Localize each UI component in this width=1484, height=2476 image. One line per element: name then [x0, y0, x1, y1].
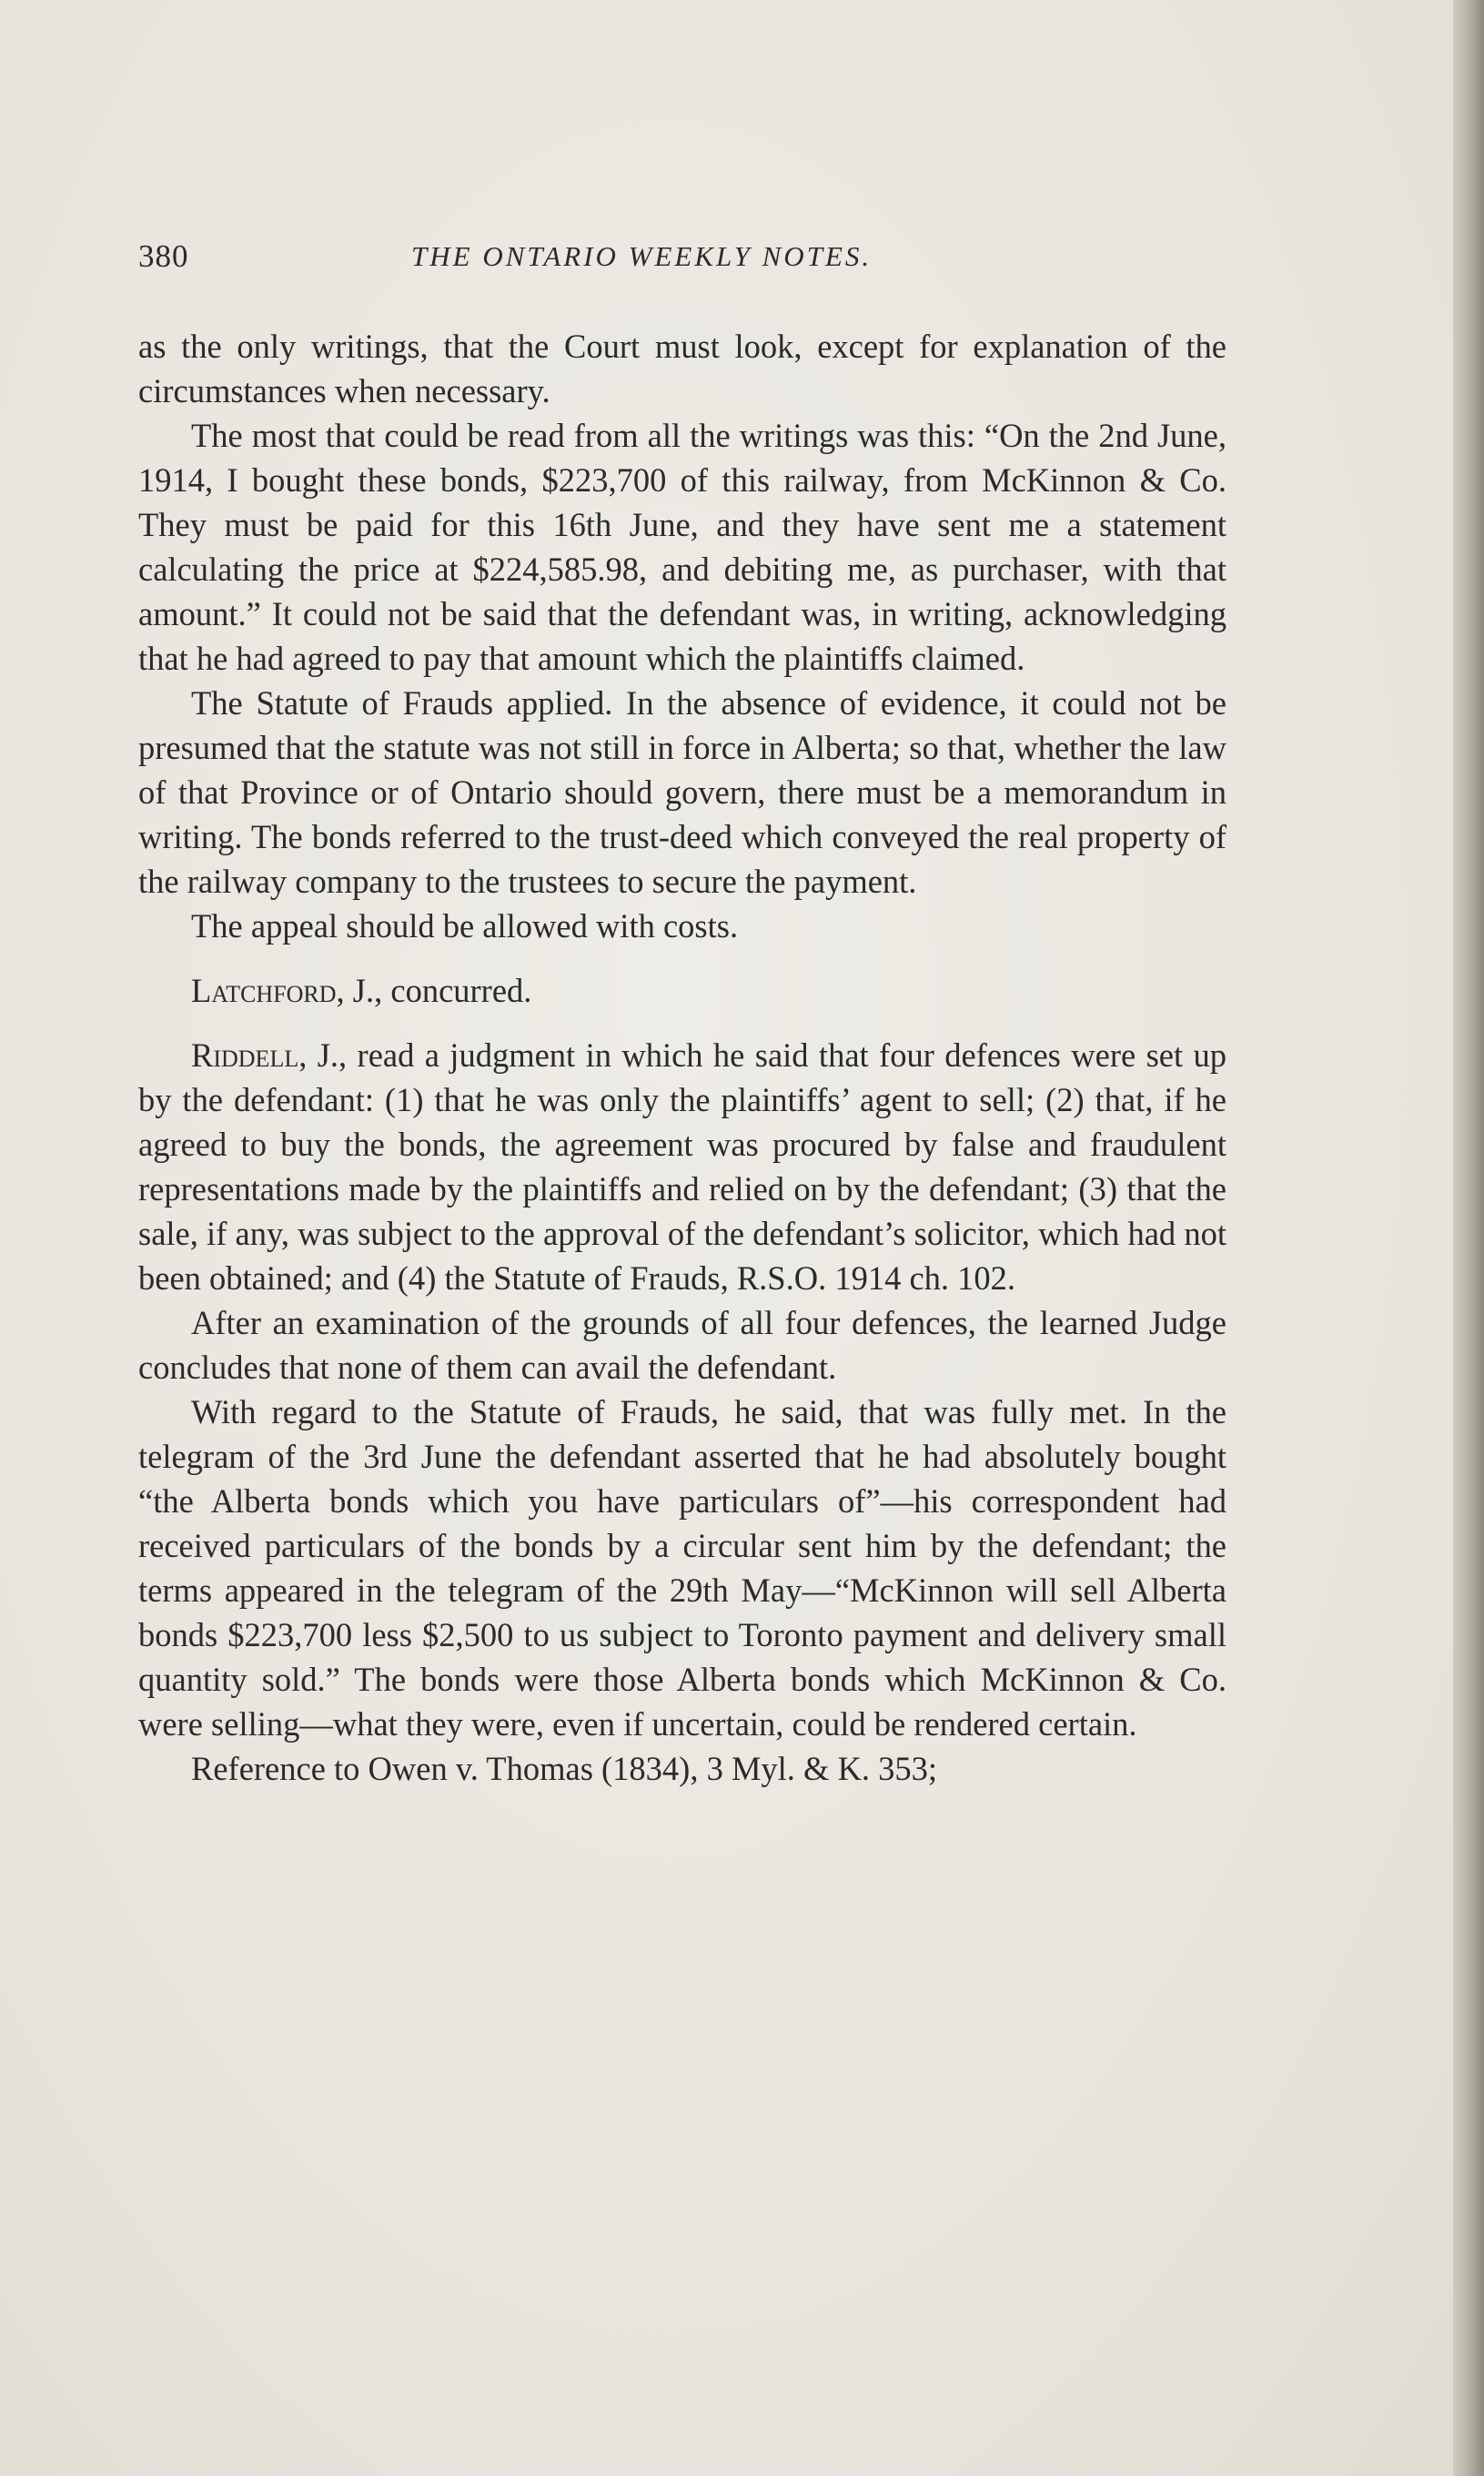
riddell-text: , J., read a judgment in which he said that four defences were set up by the defendant: (1) that he was only the plaintiffs’ agent to sell; (2) that, if he agreed to buy the bonds, the agreement was procured by false and fraudulent representations made by the plaintiffs and relied on by the defendant; (3) that the sale, if any, was subject to the approval of the defendant’s solicitor, which had not been obtained; and (4) the Statute of Frauds, R.S.O. 1914 ch. 102. [138, 1036, 1227, 1297]
page-edge-shadow [1453, 0, 1484, 2476]
paragraph-latchford [138, 968, 1227, 1013]
paragraph-examination: After an examination of the grounds of all four defences, the learned Judge concludes that none of them can avail the defendant. [138, 1304, 1227, 1386]
paragraph-reference-owen: Reference to Owen v. Thomas (1834), 3 Myl. & K. 353; [191, 1750, 938, 1787]
paragraph-appeal-allowed: The appeal should be allowed with costs. [191, 907, 739, 945]
paragraph-most-that-could-be-read: The most that could be read from all the writings was this: “On the 2nd June, 1914, I bought these bonds, $223,700 of this railway, from McKinnon & Co. They must be paid for this 16th June, and they have sent me a statement calculating the price at $224,585.98, and debiting me, as purchaser, with that amount.” It could not be said that the defendant was, in writing, acknowledging that he had agreed to pay that amount which the plaintiffs claimed. [138, 417, 1227, 677]
latchford-text: , J., concurred. [336, 972, 532, 1009]
paragraph-riddell [138, 1033, 1227, 1300]
judge-name-riddell: Riddell [191, 1036, 299, 1074]
body-text [138, 324, 1227, 1791]
judge-name-latchford: Latchford [191, 972, 337, 1009]
paragraph-continuation: as the only writings, that the Court must look, except for explanation of the circumstances when necessary. [138, 328, 1227, 409]
paragraph-statute-of-frauds: The Statute of Frauds applied. In the absence of evidence, it could not be presumed that the statute was not still in force in Alberta; so that, whether the law of that Province or of Ontario should govern, there must be a memorandum in writing. The bonds referred to the trust-deed which conveyed the real property of the railway company to the trustees to secure the payment. [138, 684, 1227, 900]
page-number: 380 [138, 238, 189, 274]
running-head [138, 238, 1230, 284]
paragraph-statute-fully-met: With regard to the Statute of Frauds, he said, that was fully met. In the telegram of the 3rd June the defendant asserted that he had absolutely bought “the Alberta bonds which you have particulars of”—his correspondent had received particulars of the bonds by a circular sent him by the defendant; the terms appeared in the telegram of the 29th May—“McKinnon will sell Alberta bonds $223,700 less $2,500 to us subject to Toronto payment and delivery small quantity sold.” The bonds were those Alberta bonds which McKinnon & Co. were selling—what they were, even if uncertain, could be rendered certain. [138, 1393, 1227, 1743]
journal-title: THE ONTARIO WEEKLY NOTES. [411, 240, 873, 272]
